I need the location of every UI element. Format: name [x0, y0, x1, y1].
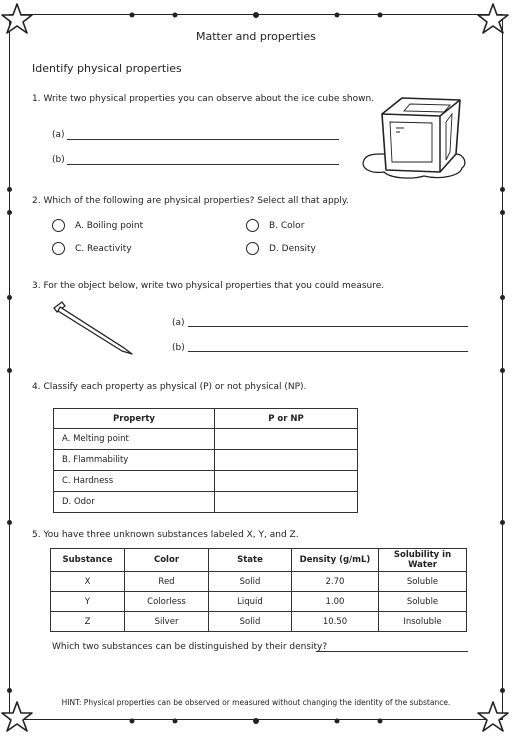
option-c[interactable]: [52, 242, 132, 255]
answer-label-a: (a): [52, 130, 65, 140]
table-row: [54, 429, 358, 450]
table-row: [51, 612, 467, 632]
followup-question: Which two substances can be distinguished by their density?: [52, 642, 328, 652]
column-header: Density (g/mL): [292, 549, 379, 572]
hint-text: HINT: Physical properties can be observed or measured without changing the identity of the substance.: [61, 698, 451, 707]
state-cell: Solid: [209, 572, 292, 592]
option-label: A. Boiling point: [75, 220, 144, 231]
question-1: 1. Write two physical properties you can observe about the ice cube shown.: [32, 94, 375, 104]
radio-circle[interactable]: [52, 242, 65, 255]
answer-cell[interactable]: [215, 429, 358, 450]
side-dot: [500, 368, 505, 373]
option-d[interactable]: [246, 242, 316, 255]
answer-label-b: (b): [172, 343, 185, 353]
state-cell: Solid: [209, 612, 292, 632]
property-cell: D. Odor: [54, 492, 215, 513]
density-cell: 2.70: [292, 572, 379, 592]
option-label: C. Reactivity: [75, 243, 132, 254]
question-2: 2. Which of the following are physical properties? Select all that apply.: [32, 196, 349, 206]
table-row: [54, 492, 358, 513]
substance-table: [50, 548, 467, 632]
classify-table: [53, 408, 358, 513]
question-3: 3. For the object below, write two physical properties that you could measure.: [32, 281, 385, 291]
color-cell: Colorless: [125, 592, 209, 612]
radio-circle[interactable]: [52, 219, 65, 232]
question-4: 4. Classify each property as physical (P) or not physical (NP).: [32, 382, 307, 392]
top-border-ornament: [115, 9, 397, 21]
answer-cell[interactable]: [215, 492, 358, 513]
side-dot: [7, 210, 12, 215]
column-header: Color: [125, 549, 209, 572]
property-cell: A. Melting point: [54, 429, 215, 450]
table-row: [51, 572, 467, 592]
property-cell: C. Hardness: [54, 471, 215, 492]
page-title: Matter and properties: [196, 30, 316, 43]
side-dot: [7, 368, 12, 373]
followup-answer-line[interactable]: [316, 651, 468, 652]
substance-cell: Z: [51, 612, 125, 632]
answer-line-b[interactable]: [188, 351, 468, 352]
side-dot: [7, 688, 12, 693]
option-a[interactable]: [52, 219, 143, 232]
answer-label-a: (a): [172, 318, 185, 328]
solubility-cell: Soluble: [379, 572, 467, 592]
column-header: Substance: [51, 549, 125, 572]
side-dot: [7, 295, 12, 300]
answer-cell[interactable]: [215, 471, 358, 492]
answer-line-a[interactable]: [188, 326, 468, 327]
side-dot: [500, 520, 505, 525]
substance-cell: X: [51, 572, 125, 592]
table-row: [51, 592, 467, 612]
nail-illustration: [50, 300, 136, 358]
table-row: [54, 450, 358, 471]
section-title: Identify physical properties: [32, 62, 182, 75]
column-header: P or NP: [215, 409, 358, 429]
table-row: [54, 471, 358, 492]
solubility-cell: Insoluble: [379, 612, 467, 632]
density-cell: 1.00: [292, 592, 379, 612]
side-dot: [500, 210, 505, 215]
property-cell: B. Flammability: [54, 450, 215, 471]
color-cell: Silver: [125, 612, 209, 632]
state-cell: Liquid: [209, 592, 292, 612]
option-b[interactable]: [246, 219, 304, 232]
column-header: State: [209, 549, 292, 572]
answer-cell[interactable]: [215, 450, 358, 471]
column-header: Property: [54, 409, 215, 429]
option-label: D. Density: [269, 243, 316, 254]
side-dot: [7, 520, 12, 525]
substance-cell: Y: [51, 592, 125, 612]
ice-cube-illustration: [360, 92, 470, 184]
answer-line-b[interactable]: [67, 164, 339, 165]
answer-line-a[interactable]: [67, 139, 339, 140]
side-dot: [500, 187, 505, 192]
column-header: Solubility in Water: [379, 549, 467, 572]
question-5: 5. You have three unknown substances labeled X, Y, and Z.: [32, 530, 299, 540]
radio-circle[interactable]: [246, 242, 259, 255]
side-dot: [500, 688, 505, 693]
radio-circle[interactable]: [246, 219, 259, 232]
color-cell: Red: [125, 572, 209, 592]
density-cell: 10.50: [292, 612, 379, 632]
side-dot: [7, 187, 12, 192]
answer-label-b: (b): [52, 155, 65, 165]
solubility-cell: Soluble: [379, 592, 467, 612]
option-label: B. Color: [269, 220, 305, 231]
side-dot: [500, 295, 505, 300]
bottom-border-ornament: [115, 715, 397, 727]
